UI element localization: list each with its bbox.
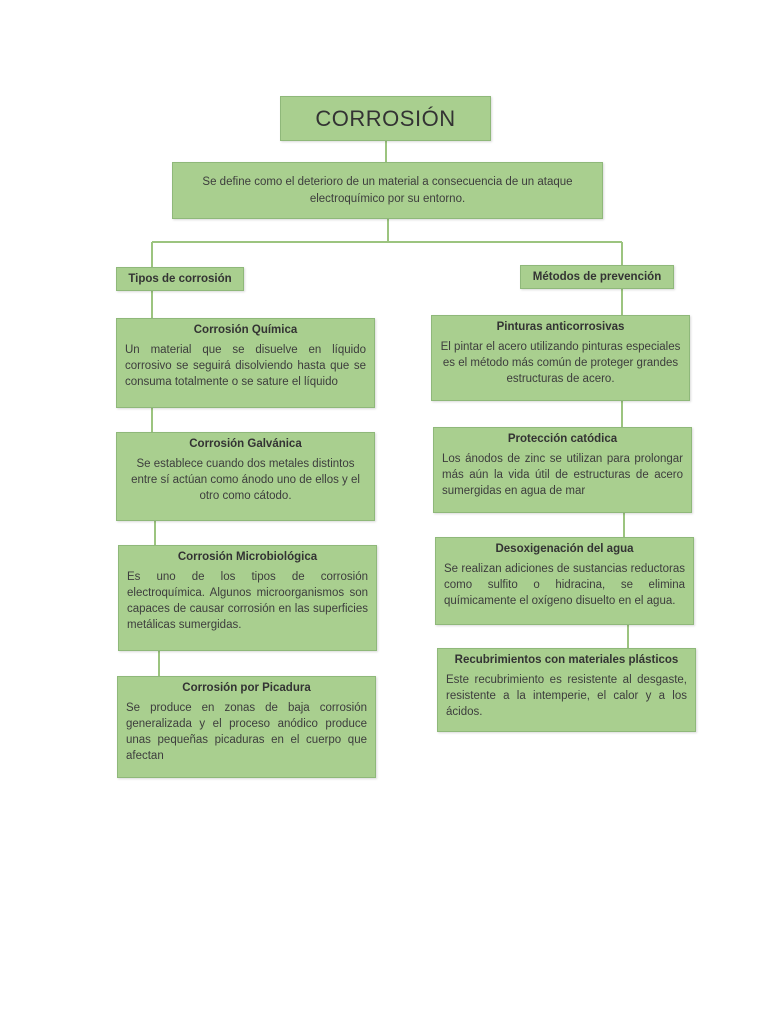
types-heading: Tipos de corrosión	[128, 273, 232, 285]
method-node	[437, 648, 696, 732]
type-node	[116, 432, 375, 521]
type-description: Un material que se disuelve en líquido corrosivo se seguirá disolviendo hasta que se consuma totalmente o se sature el líquido	[125, 344, 366, 388]
method-node	[431, 315, 690, 401]
method-title: Pinturas anticorrosivas	[496, 321, 625, 333]
definition-box	[172, 162, 603, 219]
title-box	[280, 96, 491, 141]
method-title: Protección catódica	[507, 433, 618, 445]
type-title: Corrosión por Picadura	[182, 682, 311, 694]
method-description: Los ánodos de zinc se utilizan para prolongar más aún la vida útil de estructuras de acero sumergidas en agua de mar	[442, 453, 683, 497]
definition-text: Se define como el deterioro de un material a consecuencia de un ataque electroquímico por su entorno.	[202, 175, 573, 205]
type-node	[117, 676, 376, 778]
method-title: Desoxigenación del agua	[495, 543, 634, 555]
types-heading-box	[116, 267, 244, 291]
type-description: Se produce en zonas de baja corrosión generalizada y el proceso anódico produce unas pequeñas picaduras en el cuerpo que afectan	[126, 702, 367, 762]
method-description: El pintar el acero utilizando pinturas especiales es el método más común de proteger grandes estructuras de acero.	[440, 341, 681, 385]
type-node	[118, 545, 377, 651]
method-node	[435, 537, 694, 625]
method-description: Este recubrimiento es resistente al desgaste, resistente a la intemperie, el calor y a los ácidos.	[446, 674, 687, 718]
prevention-heading-box	[520, 265, 674, 289]
type-description: Es uno de los tipos de corrosión electroquímica. Algunos microorganismos son capaces de causar corrosión en las superficies metálicas sumergidas.	[127, 571, 368, 631]
diagram-title: CORROSIÓN	[315, 105, 456, 131]
prevention-heading: Métodos de prevención	[532, 271, 662, 283]
type-title: Corrosión Galvánica	[189, 438, 302, 450]
type-title: Corrosión Microbiológica	[177, 551, 318, 563]
type-description: Se establece cuando dos metales distintos entre sí actúan como ánodo uno de ellos y el otro como cátodo.	[131, 458, 360, 502]
method-title: Recubrimientos con materiales plásticos	[454, 654, 679, 666]
method-description: Se realizan adiciones de sustancias reductoras como sulfito o hidracina, se elimina químicamente el oxígeno disuelto en el agua.	[444, 563, 685, 607]
type-title: Corrosión Química	[193, 324, 298, 336]
type-node	[116, 318, 375, 408]
method-node	[433, 427, 692, 513]
